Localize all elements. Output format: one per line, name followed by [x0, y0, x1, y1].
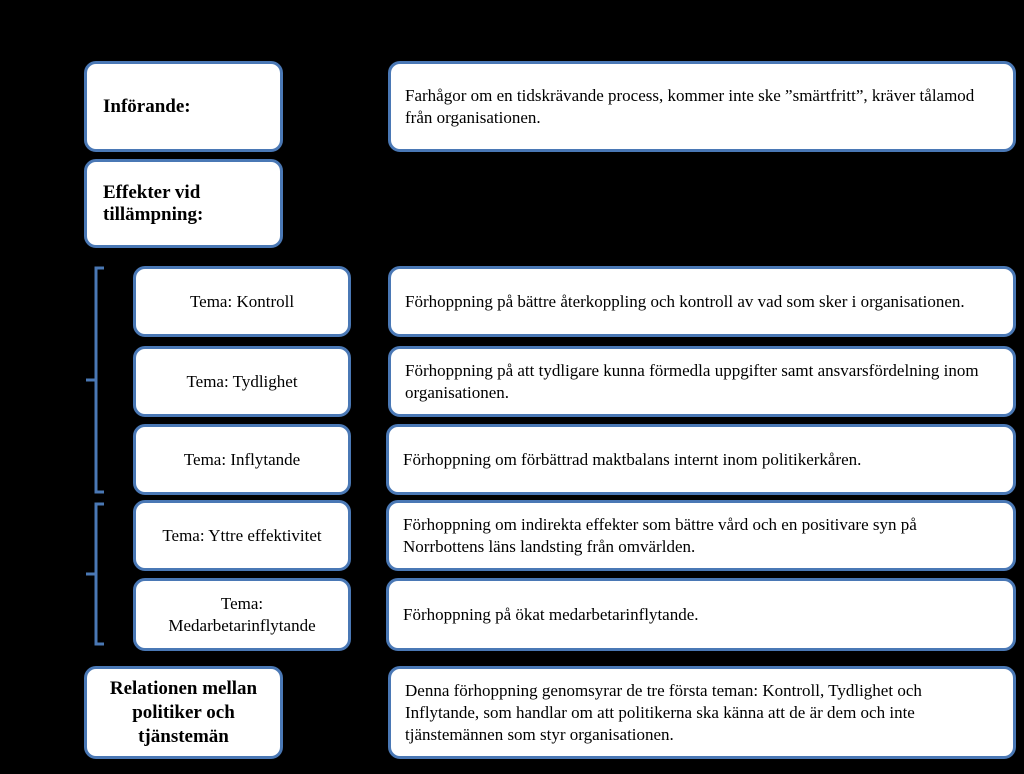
theme-inflytande-label: Tema: Inflytande: [183, 449, 301, 469]
desc-medarbetar-text: Förhoppning på ökat medarbetarinflytande.: [403, 604, 699, 624]
header-relationen: [84, 666, 283, 759]
theme-yttre-label: Tema: Yttre effektivitet: [162, 525, 322, 545]
desc-tydlighet-text: Förhoppning på att tydligare kunna förmedla uppgifter samt ansvarsfördelning inom organisationen.: [405, 360, 979, 402]
desc-yttre-text: Förhoppning om indirekta effekter som bättre vård och en positivare syn på Norrbottens läns landsting från omvärlden.: [403, 514, 917, 556]
header-relationen-label: Relationen mellan politiker och tjänstemän: [109, 677, 258, 747]
theme-inflytande: [133, 424, 351, 495]
desc-inflytande-text: Förhoppning om förbättrad maktbalans internt inom politikerkåren.: [403, 449, 862, 469]
bracket-group-2: [80, 498, 110, 650]
desc-relationen: [388, 666, 1016, 759]
bracket-group-1: [80, 262, 110, 498]
theme-kontroll-label: Tema: Kontroll: [189, 291, 295, 311]
desc-inflytande: [386, 424, 1016, 495]
desc-relationen-text: Denna förhoppning genomsyrar de tre första teman: Kontroll, Tydlighet och Inflytande, som handlar om att politikerna ska känna att de är dem och inte tjänstemännen som styr organisationen.: [405, 680, 922, 744]
header-inforande: [84, 61, 283, 152]
header-effekter-label: Effekter vid tillämpning:: [103, 181, 204, 225]
desc-inforande-text: Farhågor om en tidskrävande process, kommer inte ske ”smärtfritt”, kräver tålamod från organisationen.: [405, 85, 975, 127]
theme-kontroll: [133, 266, 351, 337]
desc-inforande: [388, 61, 1016, 152]
header-effekter: [84, 159, 283, 248]
theme-tydlighet: [133, 346, 351, 417]
header-inforande-label: Införande:: [103, 95, 191, 117]
theme-yttre-effektivitet: [133, 500, 351, 571]
desc-kontroll: [388, 266, 1016, 337]
desc-kontroll-text: Förhoppning på bättre återkoppling och kontroll av vad som sker i organisationen.: [405, 291, 965, 311]
theme-medarbetar-label: Tema: Medarbetarinflytande: [168, 593, 316, 635]
desc-tydlighet: [388, 346, 1016, 417]
desc-medarbetar: [386, 578, 1016, 651]
theme-medarbetarinflytande: [133, 578, 351, 651]
theme-tydlighet-label: Tema: Tydlighet: [186, 371, 298, 391]
desc-yttre: [386, 500, 1016, 571]
